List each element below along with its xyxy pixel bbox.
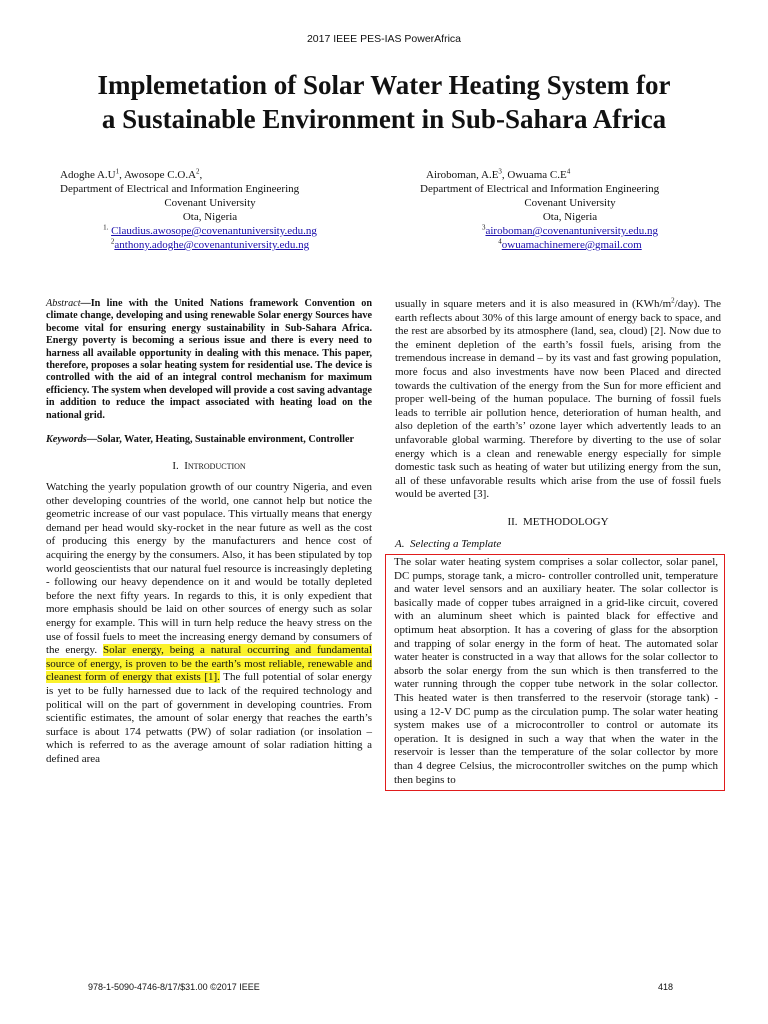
right-column <box>395 298 721 791</box>
author-email-4[interactable]: $^4$owuamachinemere@gmail.com <box>498 237 642 251</box>
title-line-2: a Sustainable Environment in Sub-Sahara Africa <box>101 104 667 134</box>
author-location-left: Ota, Nigeria <box>182 211 238 223</box>
email-link-1[interactable]: Claudius.awosope@covenantuniversity.edu.ng <box>111 225 317 237</box>
page-number: 418 <box>658 982 674 992</box>
keywords: Keywords—Solar, Water, Heating, Sustainable environment, Controller <box>46 434 354 446</box>
author-email-3[interactable]: $^3$airoboman@covenantuniversity.edu.ng <box>481 223 659 237</box>
paper-title <box>30 68 738 136</box>
methodology-boxed-paragraph: The solar water heating system comprises a solar collector, solar panel, DC pumps, storage tank, a micro- controller controlled unit, temperature and water level sensors and an auxiliary heater. The solar collector is basically made of copper tubes arraigned in a grid-like circuit, covered with an aluminum sheet which is painted black for effective and optimum heat absorption. It has a covering of glass for the absorption and trapping of solar energy in the form of heat. The automated solar water heater is constructed in a way that allows for the solar collector to absorb the solar energy from the sun which is then transferred to the water running through the copper tube network in the solar collector. This heated water is then transferred to the reservoir (storage tank) - using a 12-V DC pump as the circulation pump. The solar water heating system makes use of a microcontroller to control or automate its operation. It is designed in such a way that when the water in the reservoir is lesser than the temperature of the solar collector by more than 4 degree Celsius, the microcontroller switches on the pump which then begins to <box>385 554 725 791</box>
author-email-2[interactable]: $^2$anthony.adoghe@covenantuniversity.edu.ng <box>110 237 310 251</box>
section-heading-methodology: II. METHODOLOGY <box>507 515 609 528</box>
abstract: Abstract—In line with the United Nations framework Convention on climate change, developing and using renewable Solar energy Sources have become vital for ensuring energy sustainability in Sub-Sahara Africa. Energy poverty is becoming a serious issue and there is every need to harness all available opportunity in dealing with this menace. This paper, therefore, proposes a solar heating system for residential use. The device is controlled with the aid of an integral control mechanism for maximum efficiency. The system when developed will provide a cost saving advantage in addition to reduce the impact associated with heating load on the national grid. <box>46 298 372 421</box>
author-block-left <box>60 168 360 252</box>
introduction-continued: usually in square meters and it is also measured in $(KWh/m^2/day)$. The earth reflects about 30% of this large amount of energy back to space, and the rest are absorbed by its atmosphere (land, sea, cloud) [2]. Now due to the eminent depletion of the earth’s fossil fuels, arising from the tremendous increase in demand – by its vast and fast growing population, more focus and also investments have now been Placed and directed towards the cultivation of the energy from the Sun for more efficient and proper well-being of the human populace. The burning of fossil fuels leads to terrible air pollution hence, deterioration of human health, and also depletion of the earth’s’ ozone layer which advertently leads to an unfavorable global warming. Therefore by diverting to the use of solar energy which is a clean and renewable energy especially for simple domestic task such as heating of water but utilizing energy from the sun, all of these unfavorable results which arise from the use of fossil fuels would be averted [3]. <box>395 296 721 501</box>
author-department-right: Department of Electrical and Information Engineering <box>420 183 660 195</box>
email-link-4[interactable]: owuamachinemere@gmail.com <box>501 239 642 251</box>
author-department-left: Department of Electrical and Information Engineering <box>60 183 300 195</box>
highlighted-sentence: Solar energy, being a natural occurring and fundamental source of energy, is proven to be the earth’s most reliable, renewable and cleanest form of energy that exists [1]. <box>46 644 372 684</box>
title-line-1: Implemetation of Solar Water Heating System for <box>97 70 671 100</box>
author-block-right <box>420 168 720 252</box>
author-university-right: Covenant University <box>524 197 616 209</box>
footer-isbn: 978-1-5090-4746-8/17/$31.00 ©2017 IEEE <box>88 982 260 992</box>
author-location-right: Ota, Nigeria <box>542 211 598 223</box>
author-email-1[interactable]: $^{1.}$ Claudius.awosope@covenantuniversity.edu.ng <box>103 223 317 237</box>
author-names-right: Airoboman, $A.E^3$, Owuama $C.E^4$ <box>426 167 571 181</box>
email-link-3[interactable]: airoboman@covenantuniversity.edu.ng <box>485 225 659 237</box>
introduction-paragraph: Watching the yearly population growth of our country Nigeria, and even other developing countries of the world, one cannot help but notice the geometric increase of our vast populace. This virtually means that energy demand per head would sky-rocket in the near future as well as the cost of producing this energy by the manufacturers and hence cost of acquiring the energy by the consumers. Also, it has been stipulated by top world geoscientists that our natural fuel resource is increasingly depleting - following our heavy dependence on it and would be totally depleted before the next fifty years. In regards to this, it is only expedient that more emphasis should be laid on other sources of energy such as solar energy for example. This will in turn help reduce the heavy stress on the use of fossil fuels to meet the increasing energy demand by consumers of the energy. Solar energy, being a natural occurring and fundamental source of energy, is proven to be the earth’s most reliable, renewable and cleanest form of energy that exists [1]. The full potential of solar energy is yet to be fully harnessed due to lack of the required technology and political will on the part of government in developing countries. From scientific estimates, the amount of solar energy that reaches the earth’s surface is about 174 petwatts (PW) of solar radiation (or insolation – which is referred to as the average amount of solar radiation hitting a defined area <box>46 481 372 765</box>
section-heading-introduction: I. Introduction <box>172 460 246 473</box>
left-column <box>46 298 372 767</box>
author-names-left: Adoghe $A.U^1$, Awosope $C.O.A^2$, <box>60 167 203 181</box>
author-university-left: Covenant University <box>164 197 256 209</box>
conference-header: 2017 IEEE PES-IAS PowerAfrica <box>306 33 462 45</box>
subsection-heading: A. Selecting a Template <box>395 537 502 550</box>
email-link-2[interactable]: anthony.adoghe@covenantuniversity.edu.ng <box>114 239 310 251</box>
